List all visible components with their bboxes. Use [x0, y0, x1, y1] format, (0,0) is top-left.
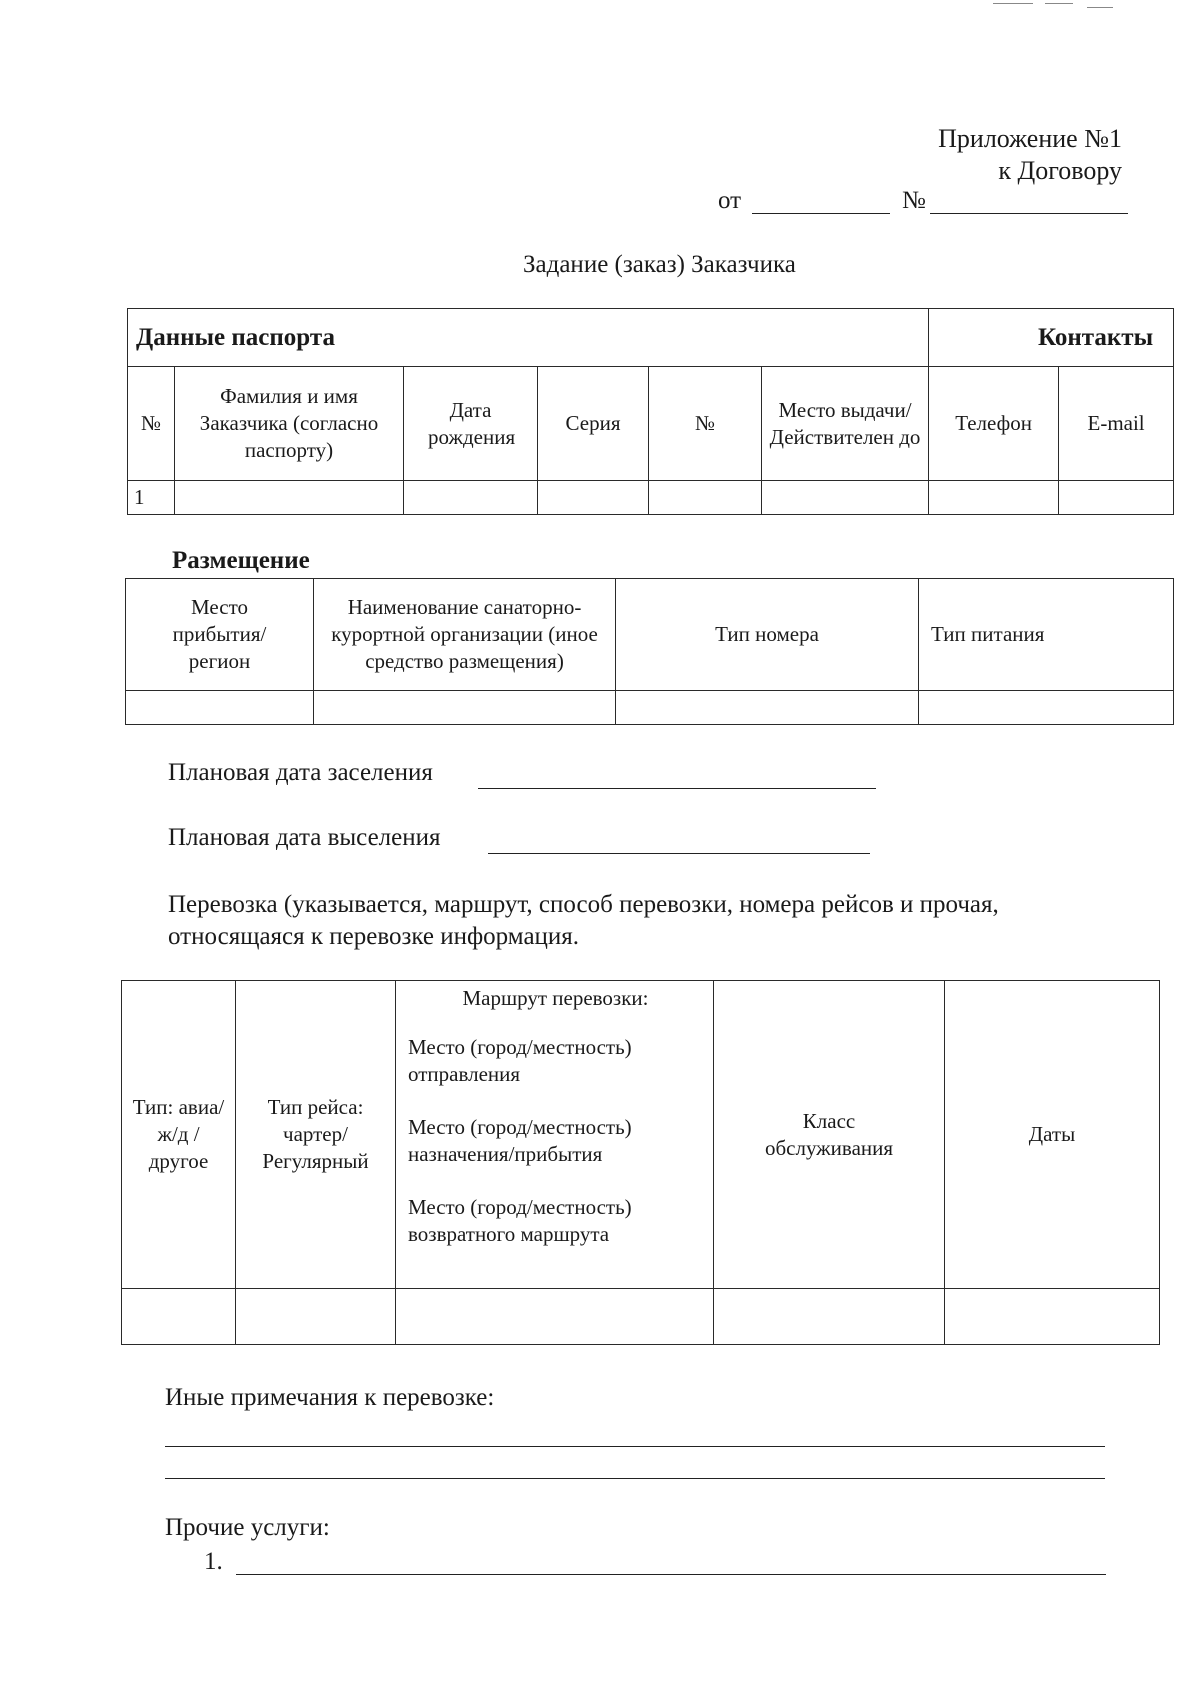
passport-table — [127, 308, 1174, 515]
route-departure: Место (город/местность) отправления — [408, 1035, 632, 1086]
flight-type-cell[interactable] — [236, 1289, 396, 1345]
other-services-item-number: 1. — [204, 1548, 223, 1575]
transport-type-cell[interactable] — [122, 1289, 236, 1345]
email-cell[interactable] — [1059, 481, 1174, 515]
scan-mark — [1045, 3, 1073, 4]
contacts-section-title: Контакты — [929, 309, 1174, 367]
phone-cell[interactable] — [929, 481, 1059, 515]
arrival-region-cell[interactable] — [126, 691, 314, 725]
accommodation-section-title: Размещение — [172, 547, 310, 574]
col-service-class: Класс обслуживания — [714, 981, 945, 1289]
col-issue-place: Место выдачи/ Действителен до — [762, 367, 929, 481]
transport-table — [121, 980, 1160, 1345]
route-return: Место (город/местность) возвратного маршрута — [408, 1195, 632, 1246]
col-route — [396, 981, 714, 1289]
passport-number-cell[interactable] — [649, 481, 762, 515]
col-flight-type: Тип рейса: чартер/ Регулярный — [236, 981, 396, 1289]
col-full-name: Фамилия и имя Заказчика (согласно паспорту) — [175, 367, 404, 481]
col-birth-date: Дата рождения — [404, 367, 538, 481]
col-meal-type: Тип питания — [919, 579, 1174, 691]
col-arrival-region: Место прибытия/ регион — [126, 579, 314, 691]
route-title: Маршрут перевозки: — [462, 986, 649, 1010]
scan-mark — [993, 3, 1033, 4]
accommodation-table — [125, 578, 1174, 725]
issue-place-cell[interactable] — [762, 481, 929, 515]
route-destination: Место (город/местность) назначения/прибытия — [408, 1115, 632, 1166]
contract-date-field[interactable] — [752, 213, 890, 214]
meal-type-cell[interactable] — [919, 691, 1174, 725]
contract-label: к Договору — [998, 156, 1122, 185]
col-email: E-mail — [1059, 367, 1174, 481]
col-resort-name: Наименование санаторно-курортной организации (иное средство размещения) — [314, 579, 616, 691]
checkin-label: Плановая дата заселения — [168, 759, 433, 786]
col-room-type: Тип номера — [616, 579, 919, 691]
page-title: Задание (заказ) Заказчика — [523, 251, 796, 278]
contract-date-label: от — [718, 187, 742, 214]
notes-line-1[interactable] — [165, 1446, 1105, 1447]
dates-cell[interactable] — [945, 1289, 1160, 1345]
notes-label: Иные примечания к перевозке: — [165, 1384, 495, 1411]
checkout-label: Плановая дата выселения — [168, 824, 441, 851]
col-passport-number: № — [649, 367, 762, 481]
transport-description-line2: относящаяся к перевозке информация. — [168, 923, 580, 950]
route-cell[interactable] — [396, 1289, 714, 1345]
col-phone: Телефон — [929, 367, 1059, 481]
passport-section-title: Данные паспорта — [128, 309, 929, 367]
series-cell[interactable] — [538, 481, 649, 515]
notes-line-2[interactable] — [165, 1478, 1105, 1479]
scan-mark — [1087, 7, 1113, 8]
room-type-cell[interactable] — [616, 691, 919, 725]
other-services-field[interactable] — [236, 1574, 1106, 1575]
contract-number-label: № — [902, 187, 926, 214]
other-services-label: Прочие услуги: — [165, 1514, 330, 1541]
row-number-cell: 1 — [128, 481, 175, 515]
appendix-label: Приложение №1 — [938, 124, 1122, 153]
col-dates: Даты — [945, 981, 1160, 1289]
transport-description-line1: Перевозка (указывается, маршрут, способ перевозки, номера рейсов и прочая, — [168, 891, 999, 918]
col-number: № — [128, 367, 175, 481]
service-class-cell[interactable] — [714, 1289, 945, 1345]
col-transport-type: Тип: авиа/ж/д / другое — [122, 981, 236, 1289]
checkin-field[interactable] — [478, 788, 876, 789]
name-cell[interactable] — [175, 481, 404, 515]
resort-name-cell[interactable] — [314, 691, 616, 725]
checkout-field[interactable] — [488, 853, 870, 854]
col-series: Серия — [538, 367, 649, 481]
birth-date-cell[interactable] — [404, 481, 538, 515]
contract-number-field[interactable] — [930, 213, 1128, 214]
